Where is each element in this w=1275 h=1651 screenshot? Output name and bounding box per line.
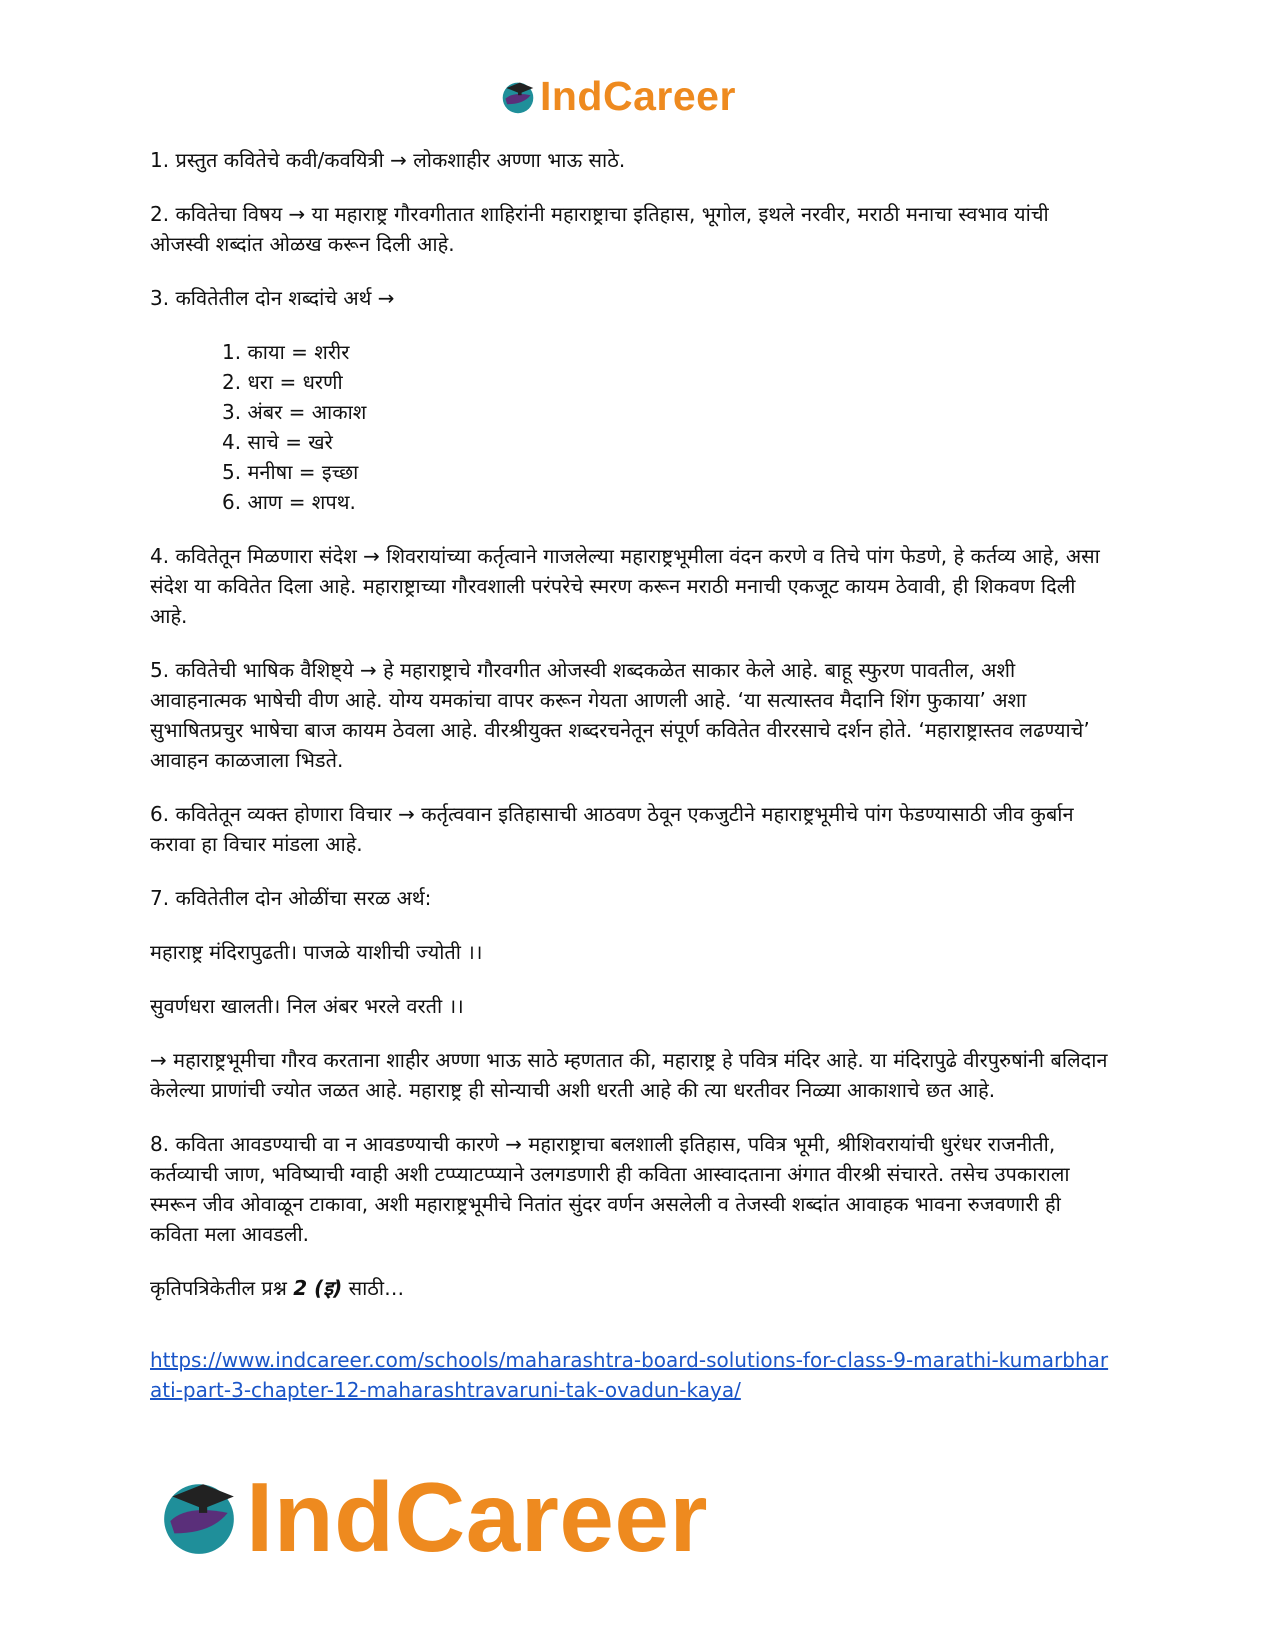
meanings-heading: 3. कवितेतील दोन शब्दांचे अर्थ →	[150, 286, 395, 310]
poem-line-2: सुवर्णधरा खालती। निल अंबर भरले वरती ।।	[150, 994, 464, 1018]
question-suffix: साठी…	[342, 1276, 405, 1300]
question-number: 2 (इ)	[293, 1276, 343, 1300]
source-link[interactable]: https://www.indcareer.com/schools/maharashtra-board-solutions-for-class-9-marathi-kumarbharati-part-3-chapter-12-maharashtravaruni-tak-ovadun-kaya/	[150, 1348, 1109, 1402]
list-item: 5. मनीषा = इच्छा	[222, 460, 359, 484]
list-item: 1. काया = शरीर	[222, 340, 350, 364]
subject-paragraph: 2. कवितेचा विषय → या महाराष्ट्र गौरवगीतात शाहिरांनी महाराष्ट्राचा इतिहास, भूगोल, इथले नरवीर, मराठी मनाचा स्वभाव यांची ओजस्वी शब्दांत ओळख करून दिली आहे.	[150, 202, 1049, 256]
list-item: 4. साचे = खरे	[222, 430, 333, 454]
graduation-globe-icon	[500, 79, 536, 115]
poem-line-1: महाराष्ट्र मंदिरापुढती। पाजळे याशीची ज्योती ।।	[150, 940, 483, 964]
brand-logo-bottom	[158, 1462, 709, 1572]
graduation-globe-icon	[158, 1476, 240, 1558]
brand-logo-top	[500, 73, 736, 119]
list-item: 2. धरा = धरणी	[222, 370, 343, 394]
meanings-list	[150, 337, 1110, 517]
question-reference	[150, 1273, 1110, 1303]
language-features-paragraph: 5. कवितेची भाषिक वैशिष्ट्ये → हे महाराष्ट्राचे गौरवगीत ओजस्वी शब्दकळेत साकार केले आहे. बाहू स्फुरण पावतील, अशी आवाहनात्मक भाषेची वीण आहे. योग्य यमकांचा वापर करून गेयता आणली आहे. ‘या सत्यास्तव मैदानि शिंग फुकाया’ अशा सुभाषितप्रचुर भाषेचा बाज कायम ठेवला आहे. वीरश्रीयुक्त शब्दरचनेतून संपूर्ण कवितेत वीररसाचे दर्शन होते. ‘महाराष्ट्रास्तव लढण्याचे’ आवाहन काळजाला भिडते.	[150, 658, 1090, 772]
poet-paragraph: 1. प्रस्तुत कवितेचे कवी/कवयित्री → लोकशाहीर अण्णा भाऊ साठे.	[150, 148, 626, 172]
list-item: 6. आण = शपथ.	[222, 490, 356, 514]
list-item: 3. अंबर = आकाश	[222, 400, 367, 424]
thought-paragraph: 6. कवितेतून व्यक्त होणारा विचार → कर्तृत्ववान इतिहासाची आठवण ठेवून एकजुटीने महाराष्ट्रभूमीचे पांग फेडण्यासाठी जीव कुर्बान करावा हा विचार मांडला आहे.	[150, 802, 1074, 856]
reasons-paragraph: 8. कविता आवडण्याची वा न आवडण्याची कारणे → महाराष्ट्राचा बलशाली इतिहास, पवित्र भूमी, श्रीशिवरायांची धुरंधर राजनीती, कर्तव्याची जाण, भविष्याची ग्वाही अशी टप्प्याटप्प्याने उलगडणारी ही कविता आस्वादताना अंगात वीरश्री संचारते. तसेच उपकाराला स्मरून जीव ओवाळून टाकावा, अशी महाराष्ट्रभूमीचे नितांत सुंदर वर्णन असलेली व तेजस्वी शब्दांत आवाहक भावना रुजवणारी ही कविता मला आवडली.	[150, 1132, 1070, 1246]
document-body	[150, 145, 1110, 1405]
question-prefix: कृतिपत्रिकेतील प्रश्न	[150, 1276, 294, 1300]
lines-meaning-heading: 7. कवितेतील दोन ओळींचा सरळ अर्थ:	[150, 886, 432, 910]
brand-logo-text: IndCareer	[540, 73, 736, 119]
lines-meaning-paragraph: → महाराष्ट्रभूमीचा गौरव करताना शाहीर अण्णा भाऊ साठे म्हणतात की, महाराष्ट्र हे पवित्र मंदिर आहे. या मंदिरापुढे वीरपुरुषांनी बलिदान केलेल्या प्राणांची ज्योत जळत आहे. महाराष्ट्र ही सोन्याची अशी धरती आहे की त्या धरतीवर निळ्या आकाशाचे छत आहे.	[150, 1048, 1108, 1102]
message-paragraph: 4. कवितेतून मिळणारा संदेश → शिवरायांच्या कर्तृत्वाने गाजलेल्या महाराष्ट्रभूमीला वंदन करणे व तिचे पांग फेडणे, हे कर्तव्य आहे, असा संदेश या कवितेत दिला आहे. महाराष्ट्राच्या गौरवशाली परंपरेचे स्मरण करून मराठी मनाची एकजूट कायम ठेवावी, ही शिकवण दिली आहे.	[150, 544, 1100, 628]
brand-logo-text: IndCareer	[246, 1462, 709, 1572]
